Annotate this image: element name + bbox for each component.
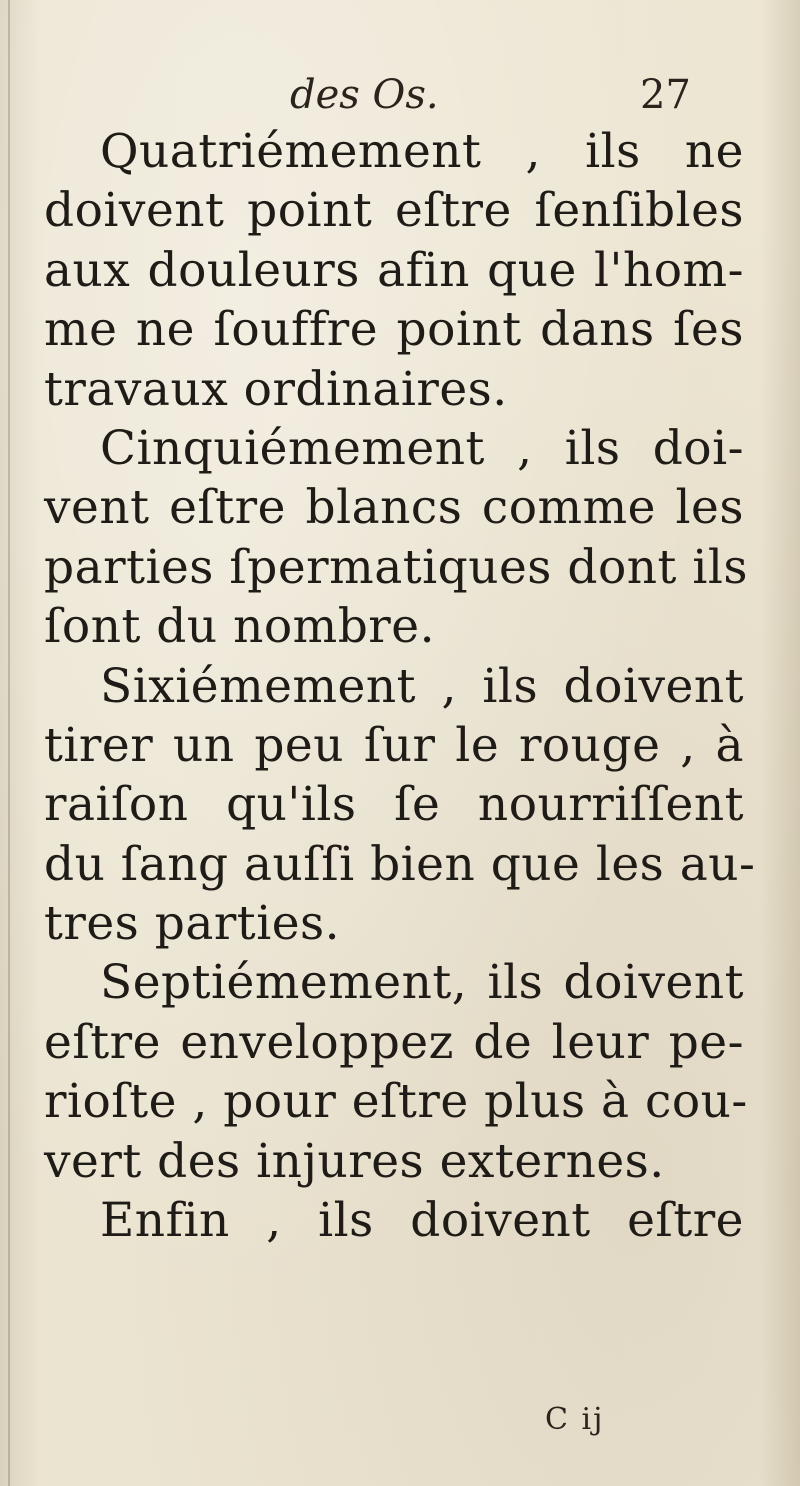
- page-gutter-edge: [8, 0, 10, 1486]
- text-line: me ne ſouffre point dans ſes: [44, 302, 744, 358]
- running-head-title: des Os.: [290, 72, 439, 118]
- text-line: raiſon qu'ils ſe nourriſſent: [44, 777, 744, 833]
- text-line: vert des injures externes.: [44, 1133, 665, 1189]
- text-line: du ſang auſſi bien que les au-: [44, 836, 756, 892]
- text-line: tirer un peu ſur le rouge , à: [44, 717, 744, 773]
- text-line: Sixiémement , ils doivent: [100, 658, 744, 714]
- text-line: rioſte , pour eſtre plus à cou-: [44, 1074, 748, 1130]
- text-line: Septiémement, ils doivent: [100, 955, 744, 1011]
- text-line: vent eſtre blancs comme les: [44, 480, 744, 536]
- signature-mark: C ij: [545, 1402, 605, 1437]
- text-line: Cinquiémement , ils doi-: [100, 420, 744, 476]
- text-line: doivent point eſtre ſenſibles: [44, 183, 744, 239]
- text-line: tres parties.: [44, 896, 341, 952]
- running-head: [0, 70, 800, 130]
- page-number: 27: [640, 72, 691, 118]
- text-line: ſont du nombre.: [44, 599, 436, 655]
- text-line: Quatriémement , ils ne: [100, 124, 744, 179]
- text-line: travaux ordinaires.: [44, 361, 508, 417]
- body-text: [44, 122, 756, 1250]
- text-line: parties ſpermatiques dont ils: [44, 539, 749, 595]
- text-line: Enfin , ils doivent eſtre: [100, 1193, 744, 1249]
- text-line: aux douleurs afin que l'hom-: [44, 242, 744, 298]
- text-line: eſtre enveloppez de leur pe-: [44, 1014, 744, 1070]
